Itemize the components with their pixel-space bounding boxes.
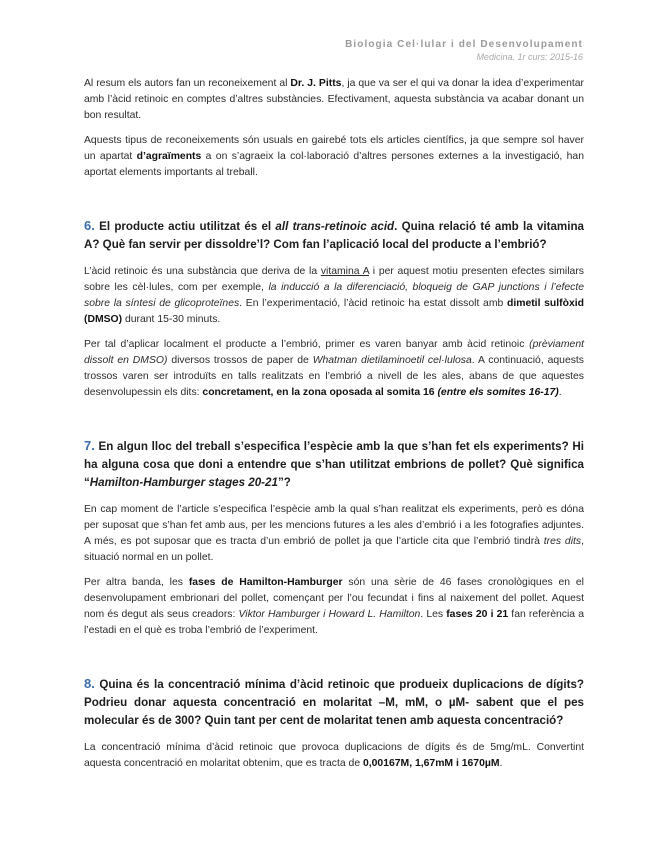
bold-text: Dr. J. Pitts — [290, 78, 342, 89]
text-run: Per altra banda, les — [84, 577, 189, 588]
italic-text: Viktor Hamburger i Howard L. Hamilton — [238, 609, 421, 620]
text-run: i per aquest motiu presenten efectes similars sobre les cèl·lules, com per exemple, — [84, 266, 584, 293]
text-run: El producte actiu utilitzat és el — [94, 220, 276, 233]
text-run: . Les — [420, 609, 447, 620]
bold-italic-text: (entre els somites 16-17) — [437, 387, 559, 398]
text-run: . Quina relació té amb la vitamina A? Què fan servir per dissoldre’l? Com fan l’aplicació local del producte a l’embrió? — [84, 220, 584, 251]
answer-8-paragraph-1 — [84, 740, 584, 772]
text-run: durant 15-30 minuts. — [122, 314, 221, 325]
text-run: . En l’experimentació, l’àcid retinoic ha estat dissolt amb — [239, 298, 507, 309]
text-run: són una sèrie de 46 fases cronològiques en el desenvolupament embrionari del pollet, començant per l’ou fecundat i fins al naixement del pollet. Aquest nom és degut als seus creadors: — [84, 577, 584, 620]
question-number: 7. — [84, 438, 95, 453]
italic-text: Hamilton-Hamburger stages 20-21 — [89, 476, 278, 489]
question-7-heading — [84, 437, 584, 492]
answer-7-paragraph-1 — [84, 502, 584, 566]
text-run: a on s’agraeix la col·laboració d’altres persones externes a la investigació, han aportat elements importants al treball. — [84, 151, 584, 178]
text-run: Aquests tipus de reconeixements són usuals en gairebé tots els articles científics, ja que sempre sol haver un apartat — [84, 135, 584, 162]
text-run: diversos trossos de paper de — [167, 355, 313, 366]
text-run: fan referència a l’estadi en el què es troba l’embrió de l’experiment. — [84, 609, 584, 636]
text-run: ”? — [277, 476, 291, 489]
text-run: En cap moment de l’article s’especifica l’espècie amb la qual s’han realitzat els experiments, però es dóna per suposat que s’han fet amb aus, per les mencions futures a les ales d’embrió i a les fotografies adjuntes. A més, es pot suposar que es tracta d’un embrió de pollet ja que l’article cita que l’embrió tindrà — [84, 504, 584, 547]
text-run: . — [499, 758, 503, 769]
answer-7-paragraph-2 — [84, 575, 584, 639]
bold-text: d’agraïments — [136, 151, 202, 162]
intro-paragraph-2 — [84, 133, 584, 181]
italic-text: tres dits — [543, 536, 582, 547]
italic-text: Whatman dietilaminoetil cel·lulosa — [312, 355, 472, 366]
text-run: Al resum els autors fan un reconeixement al — [84, 78, 291, 89]
question-6-heading — [84, 217, 584, 254]
bold-text: fases 20 i 21 — [446, 609, 509, 620]
text-run: La concentració mínima d’àcid retinoic que provoca duplicacions de dígits és de 5mg/mL. Convertint aquesta concentració en molaritat obtenim, que es tracta de — [84, 742, 584, 769]
text-run: . A continuació, aquests trossos varen ser introduïts en talls realitzats en l’embrió a nivell de les ales, abans de que aquestes desenvolupessin els dits: — [84, 355, 584, 398]
course-title: Biologia Cel·lular i del Desenvolupament — [345, 39, 583, 50]
text-run: . — [558, 387, 562, 398]
text-run: Per tal d’aplicar localment el producte a l’embrió, primer es varen banyar amb àcid retinoic — [84, 339, 530, 350]
italic-text: all trans-retinoic acid — [275, 220, 395, 233]
bold-text: concretament, en la zona oposada al somita 16 — [202, 387, 438, 398]
text-run: , situació normal en un pollet. — [84, 536, 584, 563]
course-subtitle: Medicina. 1r curs: 2015-16 — [476, 52, 583, 62]
question-8-heading — [84, 675, 584, 730]
answer-6-paragraph-2 — [84, 337, 584, 401]
italic-text: la inducció a la diferenciació, bloqueig de GAP junctions i l’efecte sobre la síntesi de glicoproteïnes — [84, 282, 585, 309]
intro-paragraph-1 — [84, 76, 584, 124]
answer-6-paragraph-1 — [84, 264, 584, 328]
text-run: L’àcid retinoic és una substància que deriva de la — [84, 266, 321, 277]
text-run: En algun lloc del treball s’especifica l’espècie amb la que s’han fet els experiments? Hi ha alguna cosa que doni a entendre que s’han utilitzat embrions de pollet? Què significa “ — [84, 440, 584, 489]
text-run: , ja que va ser el qui va donar la idea d’experimentar amb l’àcid retinoic en comptes d’altres substàncies. Efectivament, aquesta substància va acabar donant un bon resultat. — [84, 78, 585, 121]
question-number: 8. — [84, 676, 95, 691]
underlined-text: vitamina A — [320, 266, 370, 277]
bold-text: dimetil sulfòxid (DMSO) — [84, 298, 584, 325]
bold-text: 0,00167M, 1,67mM i 1670µM — [362, 758, 500, 769]
document-body — [84, 76, 584, 772]
page-header — [345, 38, 583, 63]
italic-text: (prèviament dissolt en DMSO) — [84, 339, 584, 366]
bold-text: fases de Hamilton-Hamburger — [188, 577, 343, 588]
text-run: Quina és la concentració mínima d’àcid retinoic que produeix duplicacions de dígits? Podrieu donar aquesta concentració en molaritat –M, mM, o µM- sabent que el pes molecular és de 300? Quin tant per cent de molaritat tenen amb aquesta concentració? — [84, 678, 584, 727]
question-number: 6. — [84, 218, 95, 233]
